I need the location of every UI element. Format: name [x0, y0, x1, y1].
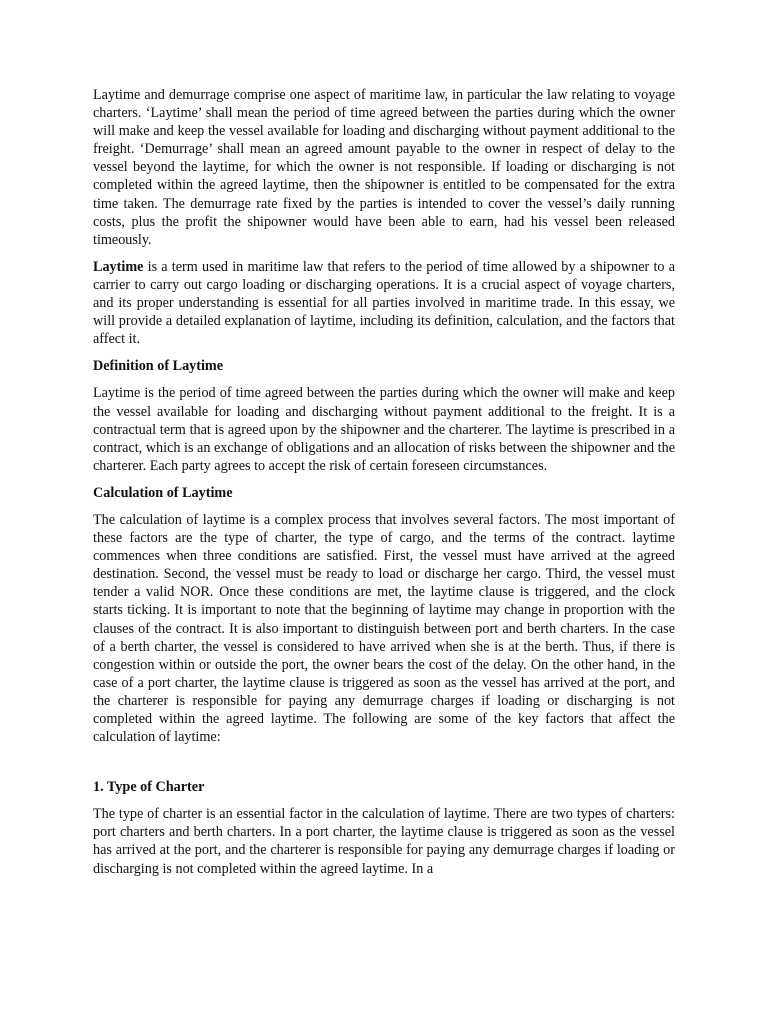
laytime-term: Laytime: [93, 258, 144, 275]
calculation-heading: Calculation of Laytime: [93, 484, 233, 501]
definition-heading: Definition of Laytime: [93, 358, 224, 375]
document-page: [93, 86, 675, 887]
section-spacer: [93, 755, 675, 778]
type-of-charter-paragraph: The type of charter is an essential factor in the calculation of laytime. There are two types of charters: port charters and berth charters. In a port charter, the laytime clause is triggered as soon as the vessel has arrived at the port, and the charterer is responsible for paying any demurrage charges if loading or discharging is not completed within the agreed laytime. In a: [93, 806, 675, 877]
calculation-paragraph: The calculation of laytime is a complex process that involves several factors. The most important of these factors are the type of charter, the type of cargo, and the terms of the contract. laytime commences when three conditions are satisfied. First, the vessel must have arrived at the agreed destination. Second, the vessel must be ready to load or discharge her cargo. Third, the vessel must tender a valid NOR. Once these conditions are met, the laytime clause is triggered, and the clock starts ticking. It is important to note that the beginning of laytime may change in proportion with the clauses of the contract. It is also important to distinguish between port and berth charters. In the case of a berth charter, the vessel is considered to have arrived when she is at the berth. Thus, if there is congestion within or outside the port, the owner bears the cost of the delay. On the other hand, in the case of a port charter, the laytime clause is triggered as soon as the vessel has arrived at the port, and the charterer is responsible for paying any demurrage charges if loading or discharging is not completed within the agreed laytime. The following are some of the key factors that affect the calculation of laytime:: [93, 511, 675, 746]
type-of-charter-heading: 1. Type of Charter: [93, 779, 205, 796]
intro-paragraph: Laytime and demurrage comprise one aspect of maritime law, in particular the law relating to voyage charters. ‘Laytime’ shall mean the period of time agreed between the parties during which the owner will make and keep the vessel available for loading and discharging without payment additional to the freight. ‘Demurrage’ shall mean an agreed amount payable to the owner in respect of delay to the vessel beyond the laytime, for which the owner is not responsible. If loading or discharging is not completed within the agreed laytime, then the shipowner is entitled to be compensated for the extra time taken. The demurrage rate fixed by the parties is intended to cover the vessel’s daily running costs, plus the profit the shipowner would have been able to earn, had his vessel been released timeously.: [93, 87, 675, 248]
laytime-overview-text: is a term used in maritime law that refers to the period of time allowed by a shipowner to a carrier to carry out cargo loading or discharging operations. It is a crucial aspect of voyage charters, and its proper understanding is essential for all parties involved in maritime trade. In this essay, we will provide a detailed explanation of laytime, including its definition, calculation, and the factors that affect it.: [93, 258, 675, 348]
laytime-overview-paragraph: [93, 258, 675, 348]
definition-paragraph: Laytime is the period of time agreed between the parties during which the owner will make and keep the vessel available for loading and discharging without payment additional to the freight. It is a contractual term that is agreed upon by the shipowner and the charterer. The laytime is prescribed in a contract, which is an exchange of obligations and an allocation of risks between the shipowner and the charterer. Each party agrees to accept the risk of certain foreseen circumstances.: [93, 385, 675, 474]
